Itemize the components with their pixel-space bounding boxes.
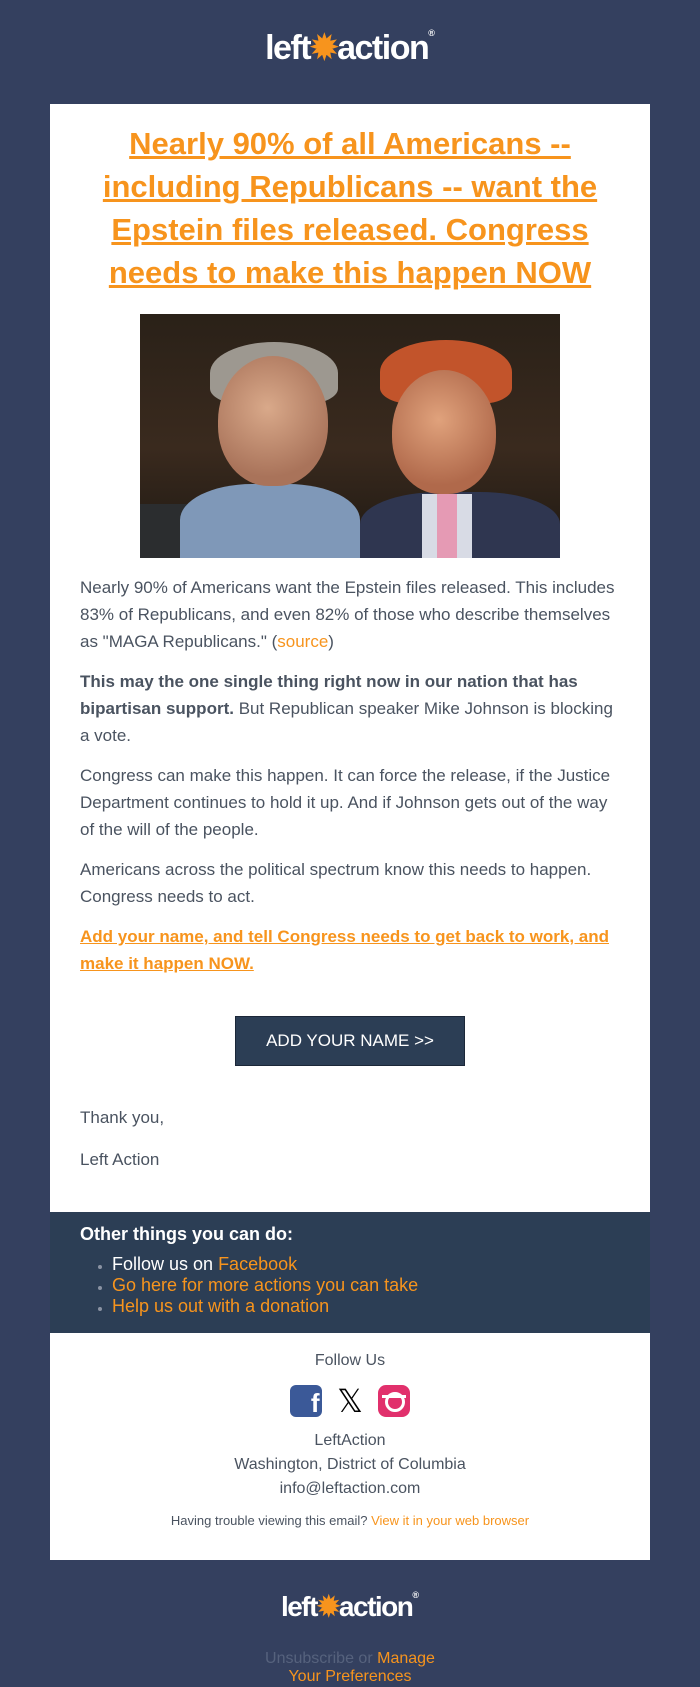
trouble-viewing: Having trouble viewing this email? View it in your web browser [170, 1513, 530, 1528]
instagram-icon[interactable] [378, 1385, 410, 1417]
hero-photo[interactable] [140, 314, 560, 558]
body-copy [50, 558, 650, 977]
org-name: LeftAction [314, 1432, 386, 1449]
unsubscribe-area: Unsubscribe or Manage Your Preferences [265, 1650, 435, 1685]
logo-text-right: action [337, 29, 429, 67]
list-item: • Follow us on Facebook [112, 1254, 620, 1275]
other-actions-heading: Other things you can do: [80, 1224, 294, 1244]
email-header [0, 0, 700, 104]
paragraph-3: Congress can make this happen. It can force the release, if the Justice Department continues to hold it up. And if Johnson gets out of the way of the will of the people. [80, 766, 611, 839]
view-in-browser-link[interactable]: View it in your web browser [371, 1513, 530, 1528]
donation-link[interactable]: Help us out with a donation [112, 1296, 330, 1316]
email-footer [50, 1333, 650, 1560]
logo-registered-mark: ® [412, 1590, 420, 1600]
paragraph-1: Nearly 90% of Americans want the Epstein files released. This includes 83% of Republicans, and even 82% of those who describe themselves as "MAGA Republicans." (source) [80, 578, 615, 651]
logo-registered-mark: ® [428, 28, 435, 38]
headline-link[interactable]: Nearly 90% of all Americans -- including Republicans -- want the Epstein files released. Congress needs to make this happen NOW [102, 126, 598, 290]
cta-text-paragraph [80, 923, 620, 977]
preferences-link[interactable]: Your Preferences [288, 1668, 412, 1685]
logo-burst-icon: ✹ [316, 1591, 339, 1622]
org-location: Washington, District of Columbia [234, 1456, 466, 1473]
list-item [112, 1275, 620, 1296]
logo-text-left: left [265, 29, 311, 67]
logo-text-left: left [280, 1591, 317, 1622]
footer-leftaction-logo[interactable] [0, 1590, 700, 1623]
signature-text: Left Action [80, 1150, 160, 1169]
other-actions-list [80, 1254, 620, 1317]
leftaction-logo[interactable] [0, 28, 700, 68]
logo-burst-icon: ✹ [310, 29, 338, 67]
list-item [112, 1296, 620, 1317]
add-name-link[interactable]: Add your name, and tell Congress needs to get back to work, and make it happen NOW. [80, 927, 609, 973]
logo-text-right: action [338, 1591, 413, 1622]
follow-us-label: Follow Us [314, 1352, 386, 1369]
thanks-text: Thank you, [80, 1108, 165, 1127]
unsubscribe-link[interactable]: Unsubscribe [265, 1650, 354, 1667]
signoff [50, 1106, 650, 1212]
email-card [50, 104, 650, 1560]
paragraph-4: Americans across the political spectrum know this needs to happen. Congress needs to act. [80, 860, 592, 906]
cta-container [50, 990, 650, 1106]
facebook-link[interactable]: Facebook [218, 1254, 298, 1274]
source-link[interactable]: source [277, 632, 329, 651]
add-your-name-button[interactable]: ADD YOUR NAME >> [235, 1016, 465, 1066]
facebook-icon[interactable]: f [290, 1385, 322, 1417]
other-actions-panel [50, 1212, 650, 1333]
more-actions-link[interactable]: Go here for more actions you can take [112, 1275, 419, 1295]
manage-link[interactable]: Manage [377, 1650, 435, 1667]
social-icons [50, 1385, 650, 1419]
x-icon[interactable]: 𝕏 [337, 1383, 363, 1419]
org-email: info@leftaction.com [279, 1480, 421, 1497]
paragraph-2: This may the one single thing right now in our nation that has bipartisan support. But Republican speaker Mike Johnson is blocking a vote. [80, 672, 613, 745]
